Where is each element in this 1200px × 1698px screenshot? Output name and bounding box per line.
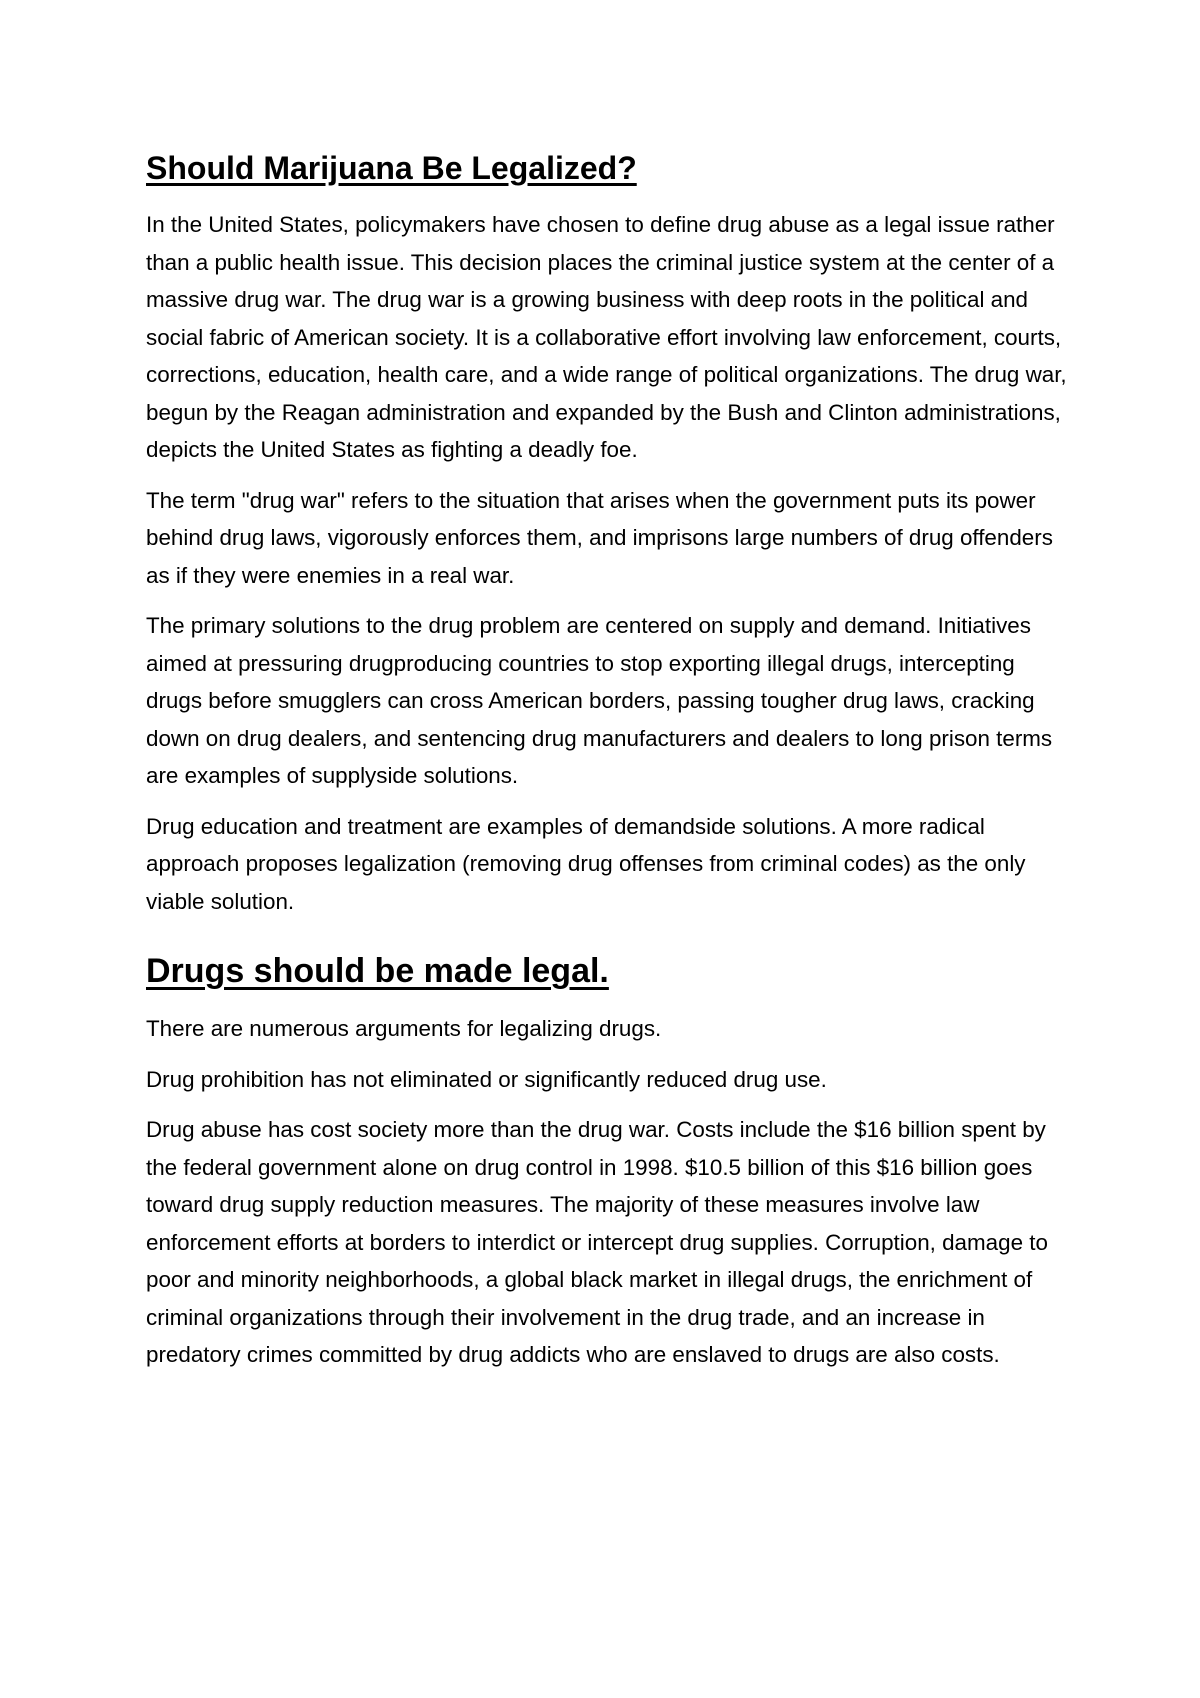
- paragraph-section-3: Drug abuse has cost society more than the drug war. Costs include the $16 billion spent by the federal government alone on drug control in 1998. $10.5 billion of this $16 billion goes toward drug supply reduction measures. The majority of these measures involve law enforcement efforts at borders to interdict or intercept drug supplies. Corruption, damage to poor and minority neighborhoods, a global black market in illegal drugs, the enrichment of criminal organizations through their involvement in the drug trade, and an increase in predatory crimes committed by drug addicts who are enslaved to drugs are also costs.: [146, 1117, 1048, 1367]
- section-heading: Drugs should be made legal.: [146, 952, 609, 990]
- paragraph-intro-4: Drug education and treatment are examples of demandside solutions. A more radical approach proposes legalization (removing drug offenses from criminal codes) as the only viable solution.: [146, 813, 1026, 914]
- paragraph-intro-3: The primary solutions to the drug problem are centered on supply and demand. Initiatives aimed at pressuring drugproducing countries to stop exporting illegal drugs, intercepting drugs before smugglers can cross American borders, passing tougher drug laws, cracking down on drug dealers, and sentencing drug manufacturers and dealers to long prison terms are examples of supplyside solutions.: [146, 613, 1053, 788]
- document-body: [146, 148, 1071, 1387]
- paragraph-section-2: Drug prohibition has not eliminated or significantly reduced drug use.: [146, 1066, 827, 1092]
- paragraph-section-1: There are numerous arguments for legalizing drugs.: [146, 1016, 662, 1041]
- paragraph-intro-1: In the United States, policymakers have chosen to define drug abuse as a legal issue rather than a public health issue. This decision places the criminal justice system at the center of a massive drug war. The drug war is a growing business with deep roots in the political and social fabric of American society. It is a collaborative effort involving law enforcement, courts, corrections, education, health care, and a wide range of political organizations. The drug war, begun by the Reagan administration and expanded by the Bush and Clinton administrations, depicts the United States as fighting a deadly foe.: [146, 212, 1067, 462]
- document-title: Should Marijuana Be Legalized?: [146, 150, 637, 186]
- paragraph-intro-2: The term "drug war" refers to the situation that arises when the government puts its power behind drug laws, vigorously enforces them, and imprisons large numbers of drug offenders as if they were enemies in a real war.: [146, 487, 1053, 588]
